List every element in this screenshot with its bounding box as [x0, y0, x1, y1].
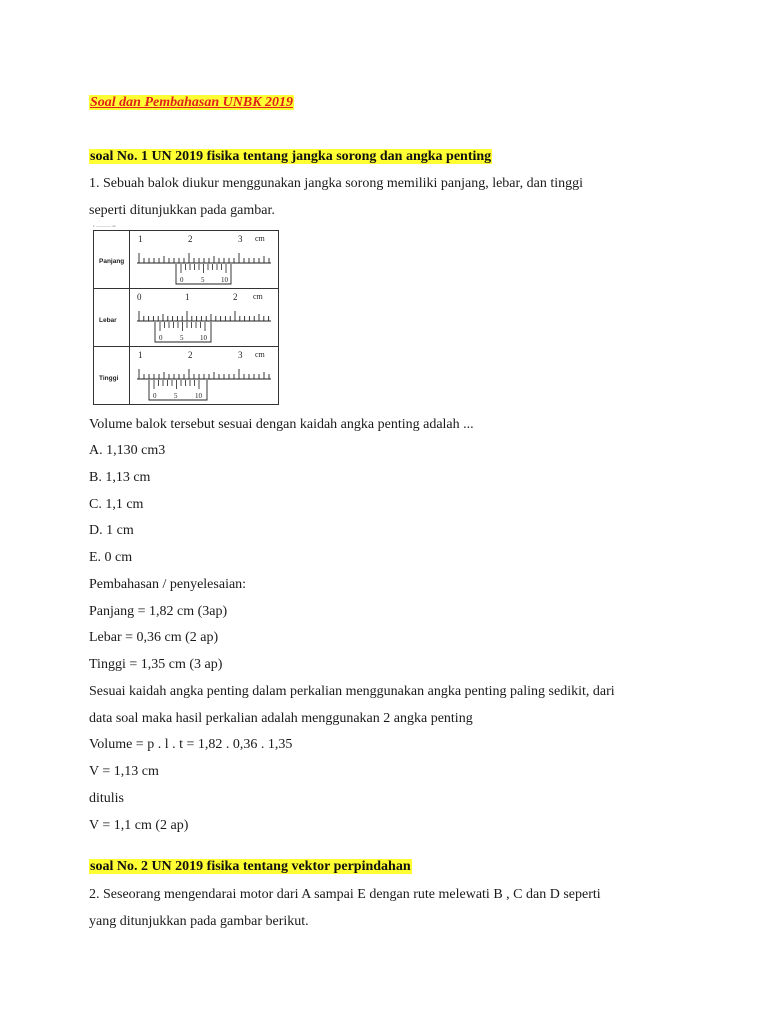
vernier-caliper-figure	[93, 224, 283, 406]
row-label-tinggi: Tinggi	[99, 375, 119, 382]
option-b: B. 1,13 cm	[89, 470, 151, 485]
solution-panjang: Panjang = 1,82 cm (3ap)	[89, 604, 228, 619]
panjang-vernier-10: 10	[221, 276, 228, 284]
solution-lebar: Lebar = 0,36 cm (2 ap)	[89, 630, 219, 645]
row-label-panjang: Panjang	[99, 258, 125, 265]
lebar-unit: cm	[253, 292, 263, 301]
option-c: C. 1,1 cm	[89, 497, 144, 512]
panjang-main-2: 2	[188, 234, 193, 244]
solution-tinggi: Tinggi = 1,35 cm (3 ap)	[89, 657, 223, 672]
question-2-text-line-1: 2. Seseorang mengendarai motor dari A sampai E dengan rute melewati B , C dan D seperti	[89, 887, 601, 902]
tinggi-main-1: 1	[138, 350, 143, 360]
panjang-main-1: 1	[138, 234, 143, 244]
lebar-main-0: 0	[137, 292, 142, 302]
question-2-heading: soal No. 2 UN 2019 fisika tentang vektor perpindahan	[90, 859, 411, 874]
tinggi-vernier-0: 0	[153, 392, 157, 400]
solution-rule-line-1: Sesuai kaidah angka penting dalam perkalian menggunakan angka penting paling sedikit, dari	[89, 684, 615, 699]
question-2-text-line-2: yang ditunjukkan pada gambar berikut.	[89, 914, 309, 929]
solution-v2: V = 1,1 cm (2 ap)	[89, 818, 189, 833]
question-1-text-line-1: 1. Sebuah balok diukur menggunakan jangka sorong memiliki panjang, lebar, dan tinggi	[89, 176, 583, 191]
lebar-vernier-10: 10	[200, 334, 207, 342]
panjang-vernier-5: 5	[201, 276, 205, 284]
question-1-text-line-2: seperti ditunjukkan pada gambar.	[89, 203, 275, 218]
solution-ditulis: ditulis	[89, 791, 125, 806]
lebar-main-2: 2	[233, 292, 238, 302]
question-1-heading: soal No. 1 UN 2019 fisika tentang jangka sorong dan angka penting	[90, 149, 492, 164]
panjang-vernier-0: 0	[180, 276, 184, 284]
option-d: D. 1 cm	[89, 523, 134, 538]
solution-label: Pembahasan / penyelesaian:	[89, 577, 247, 592]
tinggi-vernier-10: 10	[195, 392, 202, 400]
svg-text:• ——— ••: • ——— ••	[93, 225, 116, 230]
tinggi-main-3: 3	[238, 350, 243, 360]
lebar-vernier-0: 0	[159, 334, 163, 342]
document-title: Soal dan Pembahasan UNBK 2019	[90, 95, 294, 110]
option-a: A. 1,130 cm3	[89, 443, 166, 458]
lebar-vernier-5: 5	[180, 334, 184, 342]
solution-rule-line-2: data soal maka hasil perkalian adalah menggunakan 2 angka penting	[89, 711, 473, 726]
panjang-main-scale	[137, 253, 271, 263]
tinggi-vernier-5: 5	[174, 392, 178, 400]
question-1-prompt: Volume balok tersebut sesuai dengan kaidah angka penting adalah ...	[89, 417, 474, 432]
lebar-main-1: 1	[185, 292, 190, 302]
solution-volume-formula: Volume = p . l . t = 1,82 . 0,36 . 1,35	[89, 737, 293, 752]
tinggi-main-2: 2	[188, 350, 193, 360]
panjang-main-3: 3	[238, 234, 243, 244]
row-label-lebar: Lebar	[99, 317, 117, 324]
option-e: E. 0 cm	[89, 550, 133, 565]
solution-v1: V = 1,13 cm	[89, 764, 159, 779]
tinggi-unit: cm	[255, 350, 265, 359]
panjang-unit: cm	[255, 234, 265, 243]
